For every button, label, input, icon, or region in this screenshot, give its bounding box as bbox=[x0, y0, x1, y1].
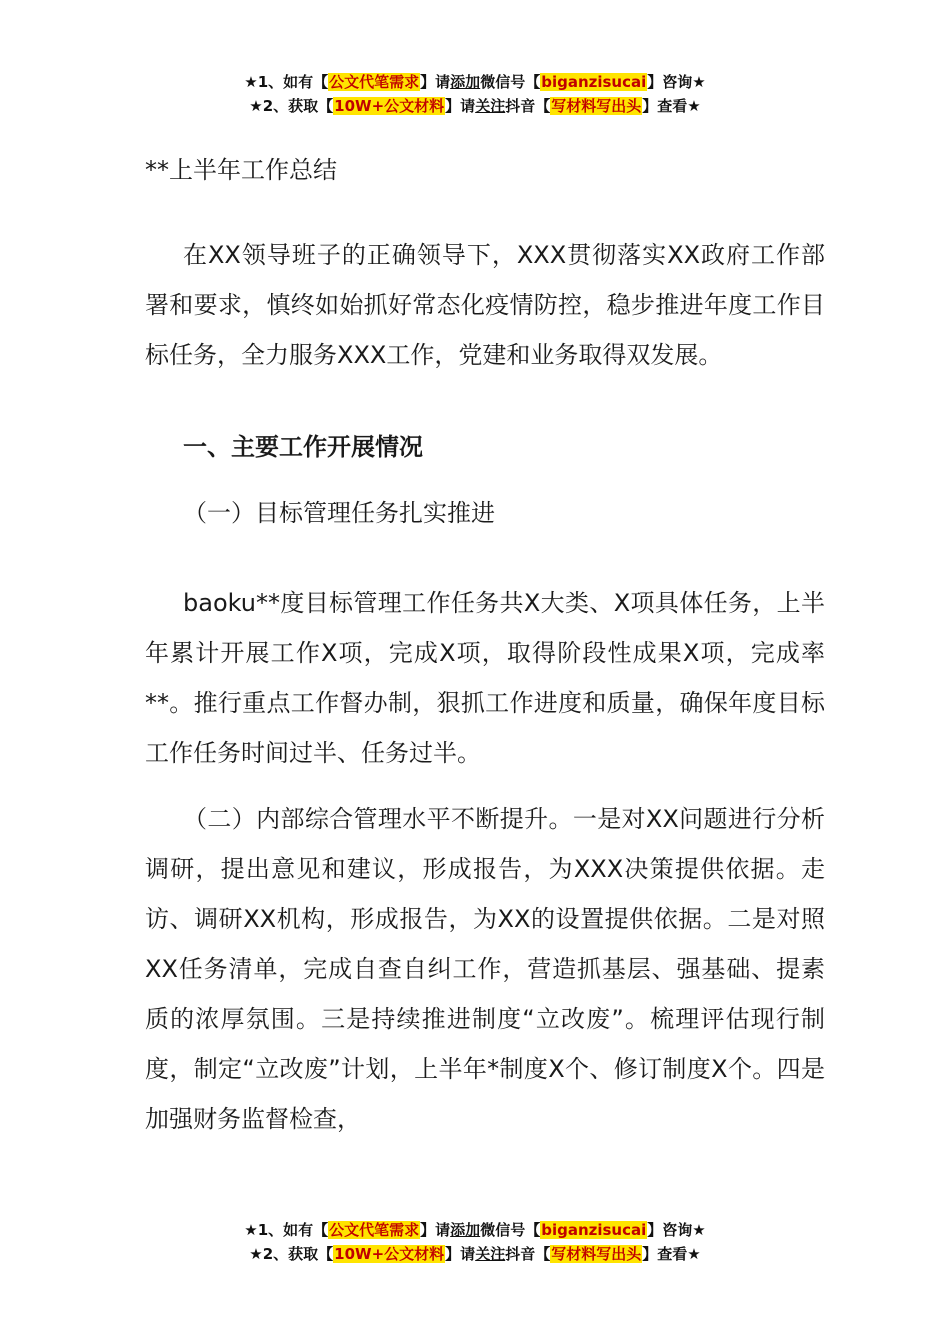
star-icon: ★ bbox=[692, 1221, 706, 1239]
document-title: **上半年工作总结 bbox=[145, 156, 337, 184]
subsection-heading-1: （一）目标管理任务扎实推进 bbox=[183, 499, 495, 527]
highlight-materials: 10W+公文材料 bbox=[334, 1245, 445, 1263]
highlight-service: 公文代笔需求 bbox=[329, 1221, 420, 1239]
star-icon: ★ bbox=[249, 1245, 263, 1263]
star-icon: ★ bbox=[244, 1221, 258, 1239]
promo-line-1: ★1、如有【公文代笔需求】请添加微信号【biganzisucai】咨询★ bbox=[244, 1221, 706, 1239]
star-icon: ★ bbox=[244, 73, 258, 91]
promo-line-2: ★2、获取【10W+公文材料】请关注抖音【写材料写出头】查看★ bbox=[249, 97, 701, 115]
subsection-2-paragraph: （二）内部综合管理水平不断提升。一是对XX问题进行分析调研，提出意见和建议，形成报告，为XXX决策提供依据。走访、调研XX机构，形成报告，为XX的设置提供依据。二是对照XX任务清单，完成自查自纠工作，营造抓基层、强基础、提素质的浓厚氛围。三是持续推进制度“立改废”。梳理评估现行制度，制定“立改废”计划，上半年*制度X个、修订制度X个。四是加强财务监督检查， bbox=[145, 805, 825, 1133]
star-icon: ★ bbox=[687, 97, 701, 115]
highlight-douyin-account: 写材料写出头 bbox=[551, 97, 642, 115]
section-heading-1: 一、主要工作开展情况 bbox=[183, 433, 423, 461]
star-icon: ★ bbox=[687, 1245, 701, 1263]
promo-line-1: ★1、如有【公文代笔需求】请添加微信号【biganzisucai】咨询★ bbox=[244, 73, 706, 91]
promo-banner-top bbox=[0, 70, 950, 118]
subsection-1-paragraph: baoku**度目标管理工作任务共X大类、X项具体任务，上半年累计开展工作X项，完成X项，取得阶段性成果X项，完成率**。推行重点工作督办制，狠抓工作进度和质量，确保年度目标工作任务时间过半、任务过半。 bbox=[145, 589, 825, 767]
highlight-service: 公文代笔需求 bbox=[329, 73, 420, 91]
highlight-wechat-id: biganzisucai bbox=[541, 1221, 647, 1239]
highlight-wechat-id: biganzisucai bbox=[541, 73, 647, 91]
promo-line-2: ★2、获取【10W+公文材料】请关注抖音【写材料写出头】查看★ bbox=[249, 1245, 701, 1263]
star-icon: ★ bbox=[249, 97, 263, 115]
highlight-douyin-account: 写材料写出头 bbox=[551, 1245, 642, 1263]
star-icon: ★ bbox=[692, 73, 706, 91]
promo-banner-bottom bbox=[0, 1218, 950, 1266]
intro-paragraph: 在XX领导班子的正确领导下，XXX贯彻落实XX政府工作部署和要求，慎终如始抓好常态化疫情防控，稳步推进年度工作目标任务，全力服务XXX工作，党建和业务取得双发展。 bbox=[145, 241, 825, 369]
highlight-materials: 10W+公文材料 bbox=[334, 97, 445, 115]
